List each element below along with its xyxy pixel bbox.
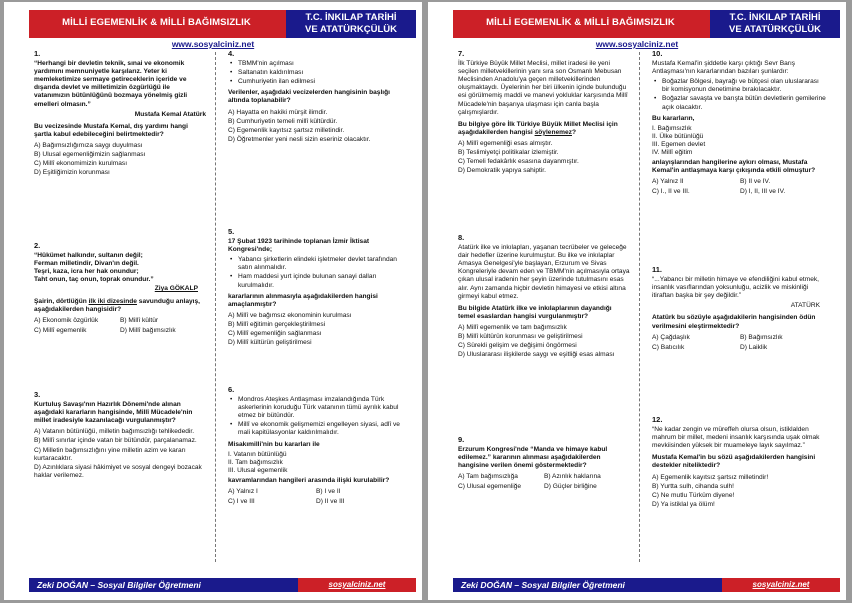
question-quote: “...Yabancı bir milletin himaye ve efendiliğini kabul etmek, insanlık vasıflarından yoksunluğu, acizlik ve miskinliği itiraftan başka bir şey değildir.”: [652, 276, 819, 300]
question-3: [34, 391, 206, 481]
verse-line: Taht onun, taç onun, toprak onundur.”: [34, 276, 154, 284]
option-d[interactable]: D) Laiklik: [740, 343, 768, 351]
bullet-item: • Saltanatın kaldırılması: [228, 69, 404, 77]
page-footer: [453, 578, 840, 592]
bullet-item: • Millî ve ekonomik gelişmemizi engelleyen siyasi, adlî ve mali kapitülasyonlar kaldırılmalıdır.: [228, 421, 404, 437]
question-8: [458, 234, 630, 360]
stem-underlined: ilk iki dizesinde: [88, 297, 137, 305]
question-12: [652, 416, 828, 510]
option-a[interactable]: A) Tam bağımsızlığa: [458, 473, 518, 481]
bullet-item: • TBMM'nin açılması: [228, 60, 404, 68]
roman-item: IV. Millî eğitim: [652, 149, 693, 157]
column-divider: [639, 52, 640, 562]
option-a[interactable]: A) Egemenlik kayıtsız şartsız milletindir!: [652, 473, 769, 481]
option-d[interactable]: D) II ve III: [316, 498, 345, 506]
bullet-item: • Ham maddesi yurt içinde bulunan sanayi dalları kurulmalıdır.: [228, 273, 404, 289]
question-stem: Kurtuluş Savaşı'nın Hazırlık Dönemi'nde alınan aşağıdaki kararların hangisinde, Millî Mücadele'nin millet iradesiyle kazanılacağı vurgulanmıştır?: [34, 401, 193, 425]
option-d[interactable]: D) Millî bağımsızlık: [120, 326, 176, 334]
question-stem: anlayışlarından hangilerine aykırı olması, Mustafa Kemal'in antlaşmaya karşı çıkışında etkili olmuştur?: [652, 159, 816, 175]
option-b[interactable]: B) Teslimiyetçi politikalar izlemiştir.: [458, 149, 559, 157]
question-number: 8.: [458, 233, 465, 242]
question-stem: kararlarının alınmasıyla aşağıdakilerden hangisi amaçlanmıştır?: [228, 292, 378, 308]
option-c[interactable]: C) Millî egemenliğin sağlanması: [228, 330, 322, 338]
question-11: [652, 266, 828, 354]
option-c[interactable]: C) I., II ve III.: [652, 188, 690, 196]
bullet-list: [228, 256, 404, 289]
question-number: 5.: [228, 227, 235, 236]
option-a[interactable]: A) Millî ve bağımsız ekonominin kurulması: [228, 311, 352, 319]
header-course-line1: T.C. İNKILAP TARİHİ: [729, 12, 821, 23]
page-header: [29, 10, 416, 38]
option-c[interactable]: C) I ve III: [228, 498, 255, 506]
roman-item: II. Tam bağımsızlık: [228, 458, 283, 466]
option-c[interactable]: C) Temeli fedakârlık esasına dayanmıştır.: [458, 158, 579, 166]
page-header: [453, 10, 840, 38]
poem-verse: [34, 252, 206, 284]
question-1: [34, 50, 206, 178]
footer-link[interactable]: sosyalciniz.net: [298, 578, 416, 592]
option-c[interactable]: C) Millî egemenlik: [34, 326, 87, 334]
verse-line: “Hükümet halkındır, sultanın değil;: [34, 252, 143, 260]
header-course-line2: VE ATATÜRKÇÜLÜK: [729, 24, 821, 35]
option-c[interactable]: C) Milletin bağımsızlığını yine milletin azim ve kararı kurtaracaktır.: [34, 446, 186, 462]
question-number: 9.: [458, 435, 465, 444]
question-stem: Bu bilgide Atatürk ilke ve inkılaplarının dayandığı temel esaslardan hangisi vurgulanmıştır?: [458, 304, 612, 320]
option-d[interactable]: D) Güçler birliğine: [544, 483, 597, 491]
header-course-line2: VE ATATÜRKÇÜLÜK: [305, 24, 397, 35]
question-quote: “Herhangi bir devletin teknik, sınai ve ekonomik yardımını memnuniyetle karşılarız. Yeter ki memleketimize sermaye getireceklerin içeride ve dışarıda devlet ve milletimizin özgürlüğü ile vatanımızın bütünlüğünü bozmaya yönelmiş gizli emelleri olmasın.”: [34, 60, 188, 108]
question-number: 11.: [652, 265, 663, 274]
option-a[interactable]: A) Hayatta en hakiki mürşit ilimdir.: [228, 108, 328, 116]
stem-part: ?: [571, 128, 577, 136]
question-stem: [458, 121, 630, 137]
option-d[interactable]: D) Eşitliğimizin korunması: [34, 169, 110, 177]
options-list: [458, 324, 630, 359]
roman-item: III. Egemen devlet: [652, 140, 706, 148]
left-page: [4, 2, 422, 600]
footer-link[interactable]: sosyalciniz.net: [722, 578, 840, 592]
question-stem: kavramlarından hangileri arasında ilişki kurulabilir?: [228, 476, 390, 484]
option-a[interactable]: A) Vatanın bütünlüğü, milletin bağımsızlığı tehlikededir.: [34, 428, 195, 436]
option-b[interactable]: B) II ve IV.: [740, 178, 771, 186]
options-grid: [458, 473, 630, 493]
header-course-box: [710, 10, 840, 38]
option-c[interactable]: C) Sürekli gelişim ve değişimi öngörmesi: [458, 342, 577, 350]
header-course-box: [286, 10, 416, 38]
option-d[interactable]: D) Ya istiklal ya ölüm!: [652, 500, 715, 508]
option-b[interactable]: B) Cumhuriyetin temeli millî kültürdür.: [228, 117, 338, 125]
options-list: [458, 140, 630, 175]
option-c[interactable]: C) Egemenlik kayıtsız şartsız milletindir.: [228, 126, 345, 134]
roman-item: III. Ulusal egemenlik: [228, 466, 288, 474]
question-number: 7.: [458, 49, 465, 58]
option-c[interactable]: C) Ulusal egemenliğe: [458, 483, 522, 491]
option-d[interactable]: D) Millî kültürün geliştirilmesi: [228, 339, 312, 347]
stem-underlined: söylenemez: [534, 128, 572, 136]
question-9: [458, 436, 630, 494]
site-link[interactable]: www.sosyalciniz.net: [171, 39, 255, 49]
question-number: 3.: [34, 390, 41, 399]
bullet-list: [228, 396, 404, 437]
options-list: [34, 142, 206, 177]
option-b[interactable]: B) Millî kültür: [120, 316, 159, 324]
question-2: [34, 242, 206, 337]
bullet-item: • Boğazlar savaşta ve barışta bütün devletlerin gemilerine açık olacaktır.: [652, 95, 828, 111]
option-d[interactable]: D) I, II, III ve IV.: [740, 188, 786, 196]
options-grid: [652, 178, 828, 198]
stem-part: Şairin, dörtlüğün: [34, 297, 89, 305]
option-b[interactable]: B) Millî kültürün korunması ve geliştirilmesi: [458, 333, 583, 341]
bullet-item: • Yabancı şirketlerin elindeki işletmeler devlet tarafından satın alınmalıdır.: [228, 256, 404, 272]
quote-author: Ziya GÖKALP: [154, 285, 198, 293]
option-c[interactable]: C) Batıcılık: [652, 343, 685, 351]
question-stem: [34, 298, 206, 314]
left-page-column-2: [228, 48, 404, 564]
option-d[interactable]: D) Uluslararası ilişkilerde saygı ve eşitliği esas alması: [458, 351, 615, 359]
bullet-list: [228, 60, 404, 86]
site-link[interactable]: www.sosyalciniz.net: [595, 39, 679, 49]
question-quote: “Ne kadar zengin ve müreffeh olursa olsun, istiklalden mahrum bir millet, medeni insanlık karşısında uşak olmak mevkiisinden yüksek bir muameleye layık sayılmaz.”: [652, 426, 820, 450]
header-subject: MİLLİ EGEMENLİK & MİLLİ BAĞIMSIZLIK: [486, 17, 675, 28]
right-page-column-2: [652, 48, 828, 564]
question-stem: Mustafa Kemal'in bu sözü aşağıdakilerden hangisini destekler niteliktedir?: [652, 454, 816, 470]
option-b[interactable]: B) Ulusal egemenliğimizin sağlanması: [34, 151, 146, 159]
options-list: [228, 109, 404, 144]
option-b[interactable]: B) I ve II: [316, 488, 341, 496]
question-stem: Verilenler, aşağıdaki vecizelerden hangisinin başlığı altında toplanabilir?: [228, 89, 390, 105]
right-page-column-1: [458, 48, 630, 564]
question-lead: Bu kararların,: [652, 114, 695, 122]
question-number: 6.: [228, 385, 235, 394]
left-page-column-1: [34, 48, 206, 564]
option-b[interactable]: B) Millî eğitimin gerçekleştirilmesi: [228, 320, 326, 328]
bullet-item: • Boğazlar Bölgesi, bayrağı ve bütçesi olan uluslararası bir komisyonun denetimine bırakılacaktır.: [652, 78, 828, 94]
question-stem: Bu vecizesinde Mustafa Kemal, dış yardımı hangi şartla kabul edebileceğini belirtmektedir?: [34, 122, 188, 138]
question-intro: Mustafa Kemal'in şiddetle karşı çıktığı Sevr Barış Antlaşması'nın kararlarından bazıları şunlardır:: [652, 60, 796, 76]
right-page: [428, 2, 846, 600]
option-d[interactable]: D) Öğretmenler yeni nesli sizin eseriniz olacaktır.: [228, 135, 371, 143]
question-number: 1.: [34, 49, 41, 58]
question-intro: 17 Şubat 1923 tarihinde toplanan İzmir İktisat Kongresi'nde;: [228, 238, 370, 254]
option-a[interactable]: A) Yalnız II: [652, 178, 684, 186]
quote-author: Mustafa Kemal Atatürk: [134, 110, 206, 118]
options-grid: [34, 317, 206, 337]
bullet-item: • Mondros Ateşkes Antlaşması imzalandığında Türk askerlerinin koruduğu Türk vatanının tümü ayrılık kabul etmez bir bütündür.: [228, 396, 404, 420]
bullet-list: [652, 78, 828, 111]
option-d[interactable]: D) Azınlıklara siyasi hâkimiyet ve sosyal dengeyi bozacak haklar verilemez.: [34, 463, 202, 479]
options-grid: [652, 334, 828, 354]
question-stem: Erzurum Kongresi'nde “Manda ve himaye kabul edilemez.” kararının alınması aşağıdakilerden hangisine verilen önemi göstermektedir?: [458, 446, 608, 470]
verse-line: Ferman milletindir, Divan'ın değil.: [34, 260, 139, 268]
option-b[interactable]: B) Bağımsızlık: [740, 333, 783, 341]
question-number: 12.: [652, 415, 663, 424]
option-a[interactable]: A) Millî egemenlik ve tam bağımsızlık: [458, 323, 567, 331]
column-divider: [215, 52, 216, 562]
quote-author: ATATÜRK: [790, 302, 820, 310]
question-6: [228, 386, 404, 508]
question-text: İlk Türkiye Büyük Millet Meclisi, millet iradesi ile yeni seçilen milletvekillerinin yanı sıra son Osmanlı Mebusan Meclisinden Anadolu'ya geçen milletvekillerinden oluşmaktaydı. Üyelerinin her biri ülkenin içinde bulunduğu esi görülmemiş maddi ve manevi yokluklar karşısında Millî Mücadele'nin başarıya ulaşması için canla başla çalışmışlardır.: [458, 60, 628, 116]
option-a[interactable]: A) Ekonomik özgürlük: [34, 316, 99, 324]
question-number: 10.: [652, 49, 663, 58]
question-number: 2.: [34, 241, 41, 250]
question-5: [228, 228, 404, 348]
option-b[interactable]: B) Yurtta sulh, cihanda sulh!: [652, 482, 734, 490]
options-list: [652, 474, 828, 509]
roman-list: [228, 451, 404, 475]
options-list: [34, 428, 206, 480]
question-stem: Atatürk bu sözüyle aşağıdakilerin hangisinden ödün verilmesini eleştirmektedir?: [652, 314, 816, 330]
question-lead: Misakımilli'nin bu kararları ile: [228, 440, 320, 448]
option-d[interactable]: D) Demokratik yapıya sahiptir.: [458, 167, 546, 175]
roman-item: II. Ülke bütünlüğü: [652, 132, 704, 140]
roman-list: [652, 125, 828, 157]
option-b[interactable]: B) Millî sınırlar içinde vatan bir bütündür, parçalanamaz.: [34, 437, 197, 445]
question-number: 4.: [228, 49, 235, 58]
options-grid: [228, 488, 404, 508]
roman-item: I. Bağımsızlık: [652, 124, 692, 132]
bullet-item: • Cumhuriyetin ilan edilmesi: [228, 78, 404, 86]
verse-line: Teşri, kaza, icra her hak onundur;: [34, 268, 139, 276]
option-a[interactable]: A) Çağdaşlık: [652, 333, 690, 341]
options-list: [228, 312, 404, 347]
question-4: [228, 50, 404, 145]
stem-part: savunduğu anlayış, aşağıdakilerden hangisidir?: [34, 297, 200, 313]
option-a[interactable]: A) Millî egemenliği esas almıştır.: [458, 139, 553, 147]
option-c[interactable]: C) Ne mutlu Türküm diyene!: [652, 491, 735, 499]
option-c[interactable]: C) Millî ekonomimizin kurulması: [34, 160, 128, 168]
question-7: [458, 50, 630, 176]
page-footer: [29, 578, 416, 592]
option-b[interactable]: B) Azınlık haklarına: [544, 473, 601, 481]
option-a[interactable]: A) Bağımsızlığımıza saygı duyulması: [34, 141, 143, 149]
question-text: Atatürk ilke ve inkılapları, yaşanan tecrübeler ve geleceğe dair hedefler üzerine kurulmuştur. Bu ilke ve inkılaplar Amasya Genelgesi'yle başlayan, Erzurum ve Sivas Kongreleriyle devam eden ve TBMM'nin açılmasıyla ortaya çıkan ulusal iradenin her şeyin üzerinde tutulmasını esas alır. Aynı zamanda hiçbir devletin himayesi ve etkisi altına girmeyi kabul etmez.: [458, 244, 630, 300]
header-course-line1: T.C. İNKILAP TARİHİ: [305, 12, 397, 23]
footer-teacher: Zeki DOĞAN – Sosyal Bilgiler Öğretmeni: [461, 580, 625, 590]
stem-part: Bu bilgiye göre İlk Türkiye Büyük Millet Meclisi için aşağıdakilerden hangisi: [458, 120, 618, 136]
header-subject: MİLLİ EGEMENLİK & MİLLİ BAĞIMSIZLIK: [62, 17, 251, 28]
roman-item: I. Vatanın bütünlüğü: [228, 450, 287, 458]
option-a[interactable]: A) Yalnız I: [228, 488, 258, 496]
footer-teacher: Zeki DOĞAN – Sosyal Bilgiler Öğretmeni: [37, 580, 201, 590]
question-10: [652, 50, 828, 199]
